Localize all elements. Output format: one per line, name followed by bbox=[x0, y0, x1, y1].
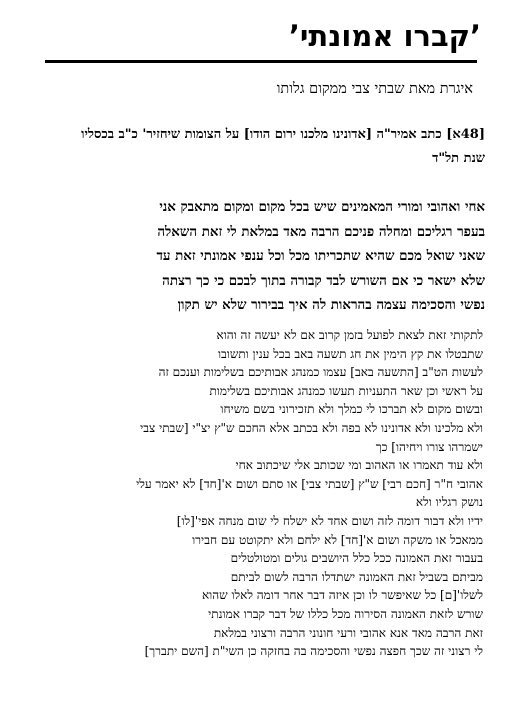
intro-line: נפשי והסכימה עצמה בהראות לה איך בבירור שלא יש תקון bbox=[177, 297, 485, 313]
body-line: אהובי ח"ר [חכם רבי] ש"ץ [שבתי צבי] או סתם ושום א'[חד] לא יאמר עלי bbox=[136, 476, 483, 491]
body-line: ולא עוד תאמרו או האהוב ומי שכותב אלי שיכתוב אחי bbox=[235, 458, 483, 473]
body-line: לתקותי זאת לצאת לפועל בזמן קרוב אם לא יעשה זה והוא bbox=[216, 328, 483, 342]
title-rule bbox=[45, 60, 477, 63]
body-line: בעבור זאת האמונה ככל כלל היושבים גולים ומטולטלים bbox=[230, 551, 483, 566]
body-line: ולא מלכינו ולא אדונינו לא בפה ולא בכתב אלא החכם ש"ץ יצ"י [שבתי צבי bbox=[140, 420, 483, 435]
body-line: לעשות הט"ב [התשעה באב] עצמו כמנהג אבותיכם בשלימות וענכם זה bbox=[158, 365, 483, 380]
body-line: לשלו'[ם] כל שאיפשר לו וכן איזה דבר אחר דומה לאלו שהוא bbox=[201, 588, 483, 603]
body-line: ישמרהו צורו ויחיהו] כך bbox=[375, 439, 483, 454]
body-line: ידיו ולא דבור דומה לזה ושום אחד לא ישלח לי שום מנחה אפי'[לו] bbox=[176, 513, 483, 528]
intro-line: שאני שואל מכם שהיא שתכריתו מכל וכל ענפי אמונתי זאת עד bbox=[156, 248, 485, 264]
body-line: ובשום מקום לא תברכו לי כמלך ולא תזכירוני בשם משיחו bbox=[220, 402, 483, 417]
subtitle: איגרת מאת שבתי צבי ממקום גלותו bbox=[276, 81, 473, 97]
body-line: מביתם בשביל זאת האמונה ישתדלו הרבה לשום לביתם bbox=[230, 569, 483, 584]
letter-heading bbox=[35, 123, 485, 171]
intro-paragraph bbox=[40, 195, 485, 318]
body-line: על ראשי וכן שאר התעניות תעשו כמנהג אבותיכם בשלימות bbox=[209, 383, 483, 398]
intro-line: בעפר רגליכם ומחלה פניכם הרבה מאד במלאת לי זאת השאלה bbox=[157, 223, 485, 240]
running-title: ’קברו אמונתי’ bbox=[288, 19, 481, 53]
heading-line: [48א] כתב אמיר"ה [אדונינו מלכנו ירום הודו] על הצומות שיחזיר' כ"ב בכסליו bbox=[81, 127, 485, 142]
body-line: שתבטלו את קץ הימין את חג תשעה באב בכל ענין ותשובו bbox=[217, 346, 483, 361]
body-line: לי רצוני זה שכך חפצה נפשי והסכימה בה בחזקה כן השי"ת [השם יתברך] bbox=[144, 644, 483, 659]
body-line: זאת הרבה מאד אנא אהובי ורעי חונוני הרבה ורצוני במלאת bbox=[213, 625, 483, 640]
body-line: שורש לזאת האמונה הסירוה מכל כללו של דבר קברו אמונתי bbox=[208, 606, 483, 621]
intro-line: שלא ישאר כי אם השורש לבד קבורה בתוך לבכם כי כך רצתה bbox=[162, 272, 485, 289]
intro-line: אחי ואהובי ומורי המאמינים שיש בכל מקום ומקום מתאבק אני bbox=[159, 199, 485, 215]
body-text bbox=[43, 326, 483, 661]
body-line: נושק רגליו ולא bbox=[415, 495, 483, 510]
heading-line: שנת תל"ד bbox=[432, 151, 485, 166]
body-line: ממאכל או משקה ושום א'[חד] לא ילחם ולא יתקוטט עם חבירו bbox=[192, 532, 483, 547]
